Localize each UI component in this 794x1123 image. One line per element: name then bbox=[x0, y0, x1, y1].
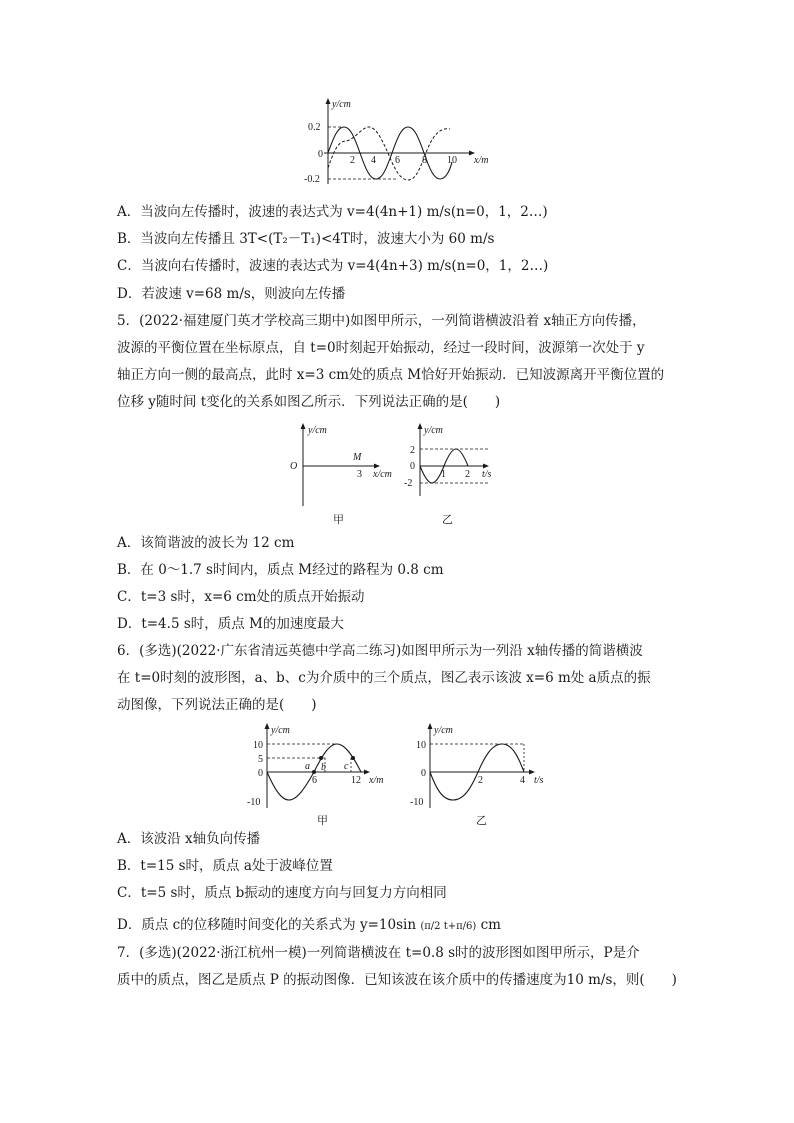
q6-option-d-text: D．质点 c的位移随时间变化的关系式为 y=10sin bbox=[117, 917, 417, 933]
y-axis-label: y/cm bbox=[434, 725, 453, 736]
x-axis-label: t/s bbox=[534, 775, 544, 786]
q6-option-c: C．t=5 s时，质点 b振动的速度方向与回复力方向相同 bbox=[117, 885, 447, 901]
point-b-label: b bbox=[321, 762, 326, 773]
q5-stem-line-3: 轴正方向一侧的最高点，此时 x=3 cm处的质点 M恰好开始振动．已知波源离开平衡位置的 bbox=[117, 367, 665, 383]
q5-figure-b-caption: 乙 bbox=[442, 514, 453, 526]
point-b-dot bbox=[319, 756, 323, 760]
y-tick-5: 5 bbox=[258, 754, 263, 765]
q6-figure-a-caption: 甲 bbox=[317, 815, 328, 827]
y-tick-0: 0 bbox=[421, 768, 426, 779]
q6-figure-a bbox=[243, 720, 393, 812]
q4-option-c: C．当波向右传播时，波速的表达式为 v=4(4n+3) m/s(n=0，1，2…) bbox=[117, 258, 549, 274]
x-tick-12: 12 bbox=[351, 775, 361, 786]
q6-option-b: B．t=15 s时，质点 a处于波峰位置 bbox=[117, 858, 333, 874]
x-axis-label: x/cm bbox=[373, 469, 392, 480]
y-tick-2: 2 bbox=[410, 445, 415, 456]
x-tick-2: 2 bbox=[350, 155, 355, 166]
x-tick-6: 6 bbox=[395, 155, 400, 166]
q5-option-d: D．t=4.5 s时，质点 M的加速度最大 bbox=[117, 616, 344, 632]
y-axis-label: y/cm bbox=[332, 99, 351, 110]
y-tick-neg-10: -10 bbox=[410, 797, 424, 808]
q6-stem-line-2: 在 t=0时刻的波形图，a、b、c为介质中的三个质点，图乙表示该波 x=6 m处 a质点的振 bbox=[117, 670, 651, 686]
y-tick-0: 0 bbox=[258, 768, 263, 779]
q4-option-b: B．当波向左传播且 3T<(T₂－T₁)<4T时，波速大小为 60 m/s bbox=[117, 231, 495, 247]
top-wave-figure bbox=[300, 96, 510, 188]
q6-option-d-unit: cm bbox=[480, 917, 501, 933]
q5-stem-line-2: 波源的平衡位置在坐标原点，自 t=0时刻起开始振动，经过一段时间，波源第一次处于 y bbox=[117, 340, 645, 356]
point-m-label: M bbox=[353, 452, 362, 463]
y-axis-arrow bbox=[265, 723, 270, 729]
q5-option-a: A．该简谐波的波长为 12 cm bbox=[117, 535, 295, 551]
q7-stem-line-1: 7．(多选)(2022·浙江杭州一模)一列简谐横波在 t=0.8 s时的波形图如图甲所示，P是介 bbox=[117, 945, 640, 961]
q5-option-b: B．在 0～1.7 s时间内，质点 M经过的路程为 0.8 cm bbox=[117, 562, 444, 578]
y-tick-0: 0 bbox=[410, 461, 415, 472]
point-a-label: a bbox=[305, 761, 310, 772]
x-tick-3: 3 bbox=[357, 469, 362, 480]
y-axis-label: y/cm bbox=[271, 725, 290, 736]
y-tick-10: 10 bbox=[253, 740, 263, 751]
x-tick-6: 6 bbox=[312, 775, 317, 786]
q6-stem-line-1: 6．(多选)(2022·广东省清远英德中学高二练习)如图甲所示为一列沿 x轴传播的简谐横波 bbox=[117, 643, 643, 659]
y-tick-neg-0.2: -0.2 bbox=[304, 174, 320, 185]
x-tick-1: 1 bbox=[441, 469, 446, 480]
q5-stem-line-4: 位移 y随时间 t变化的关系如图乙所示．下列说法正确的是( ) bbox=[117, 394, 501, 410]
y-tick-0.2: 0.2 bbox=[308, 122, 321, 133]
q6-stem-line-3: 动图像，下列说法正确的是( ) bbox=[117, 697, 317, 713]
x-axis-arrow bbox=[529, 770, 535, 775]
y-axis-arrow bbox=[326, 98, 331, 104]
y-axis-arrow bbox=[428, 723, 433, 729]
x-axis-label: t/s bbox=[482, 469, 492, 480]
y-axis-arrow bbox=[418, 423, 423, 429]
x-axis-arrow bbox=[483, 464, 489, 469]
q5-figure-a bbox=[285, 420, 405, 510]
q5-option-c: C．t=3 s时，x=6 cm处的质点开始振动 bbox=[117, 589, 365, 605]
q5-figure-b bbox=[402, 420, 512, 500]
q6-figure-b-caption: 乙 bbox=[476, 815, 487, 827]
y-axis-arrow bbox=[301, 423, 306, 429]
q6-figure-b bbox=[402, 720, 552, 812]
y-axis-label: y/cm bbox=[308, 425, 327, 436]
q6-option-a: A．该波沿 x轴负向传播 bbox=[117, 831, 261, 847]
x-tick-8: 8 bbox=[422, 155, 427, 166]
point-c-label: c bbox=[344, 761, 349, 772]
x-tick-2: 2 bbox=[465, 469, 470, 480]
x-tick-4: 4 bbox=[520, 775, 525, 786]
q7-stem-line-2: 质中的质点，图乙是质点 P 的振动图像．已知该波在该介质中的传播速度为10 m/s，则( ) bbox=[117, 972, 677, 988]
y-tick-0: 0 bbox=[318, 149, 323, 160]
y-axis-label: y/cm bbox=[424, 425, 443, 436]
origin-label: O bbox=[290, 461, 298, 472]
x-axis-arrow bbox=[364, 770, 370, 775]
q5-stem-line-1: 5．(2022·福建厦门英才学校高三期中)如图甲所示，一列简谐横波沿着 x轴正方向传播， bbox=[117, 313, 646, 329]
x-tick-2: 2 bbox=[478, 775, 483, 786]
q6-option-d-formula: (π/2 t+π/6) bbox=[420, 921, 477, 932]
x-axis-label: x/m bbox=[474, 155, 489, 166]
y-tick-10: 10 bbox=[416, 740, 426, 751]
q6-option-d bbox=[117, 916, 501, 936]
point-a-dot bbox=[312, 770, 316, 774]
x-axis-label: x/m bbox=[369, 775, 384, 786]
x-tick-10: 10 bbox=[447, 155, 457, 166]
y-tick-neg-10: -10 bbox=[247, 797, 261, 808]
x-axis-arrow bbox=[374, 464, 380, 469]
q5-figure-a-caption: 甲 bbox=[333, 514, 344, 526]
y-tick-neg-2: -2 bbox=[404, 478, 413, 489]
q4-option-d: D．若波速 v=68 m/s，则波向左传播 bbox=[117, 286, 346, 302]
q4-option-a: A．当波向左传播时，波速的表达式为 v=4(4n+1) m/s(n=0，1，2…) bbox=[117, 204, 548, 220]
x-tick-4: 4 bbox=[371, 155, 376, 166]
point-c-dot bbox=[351, 756, 355, 760]
